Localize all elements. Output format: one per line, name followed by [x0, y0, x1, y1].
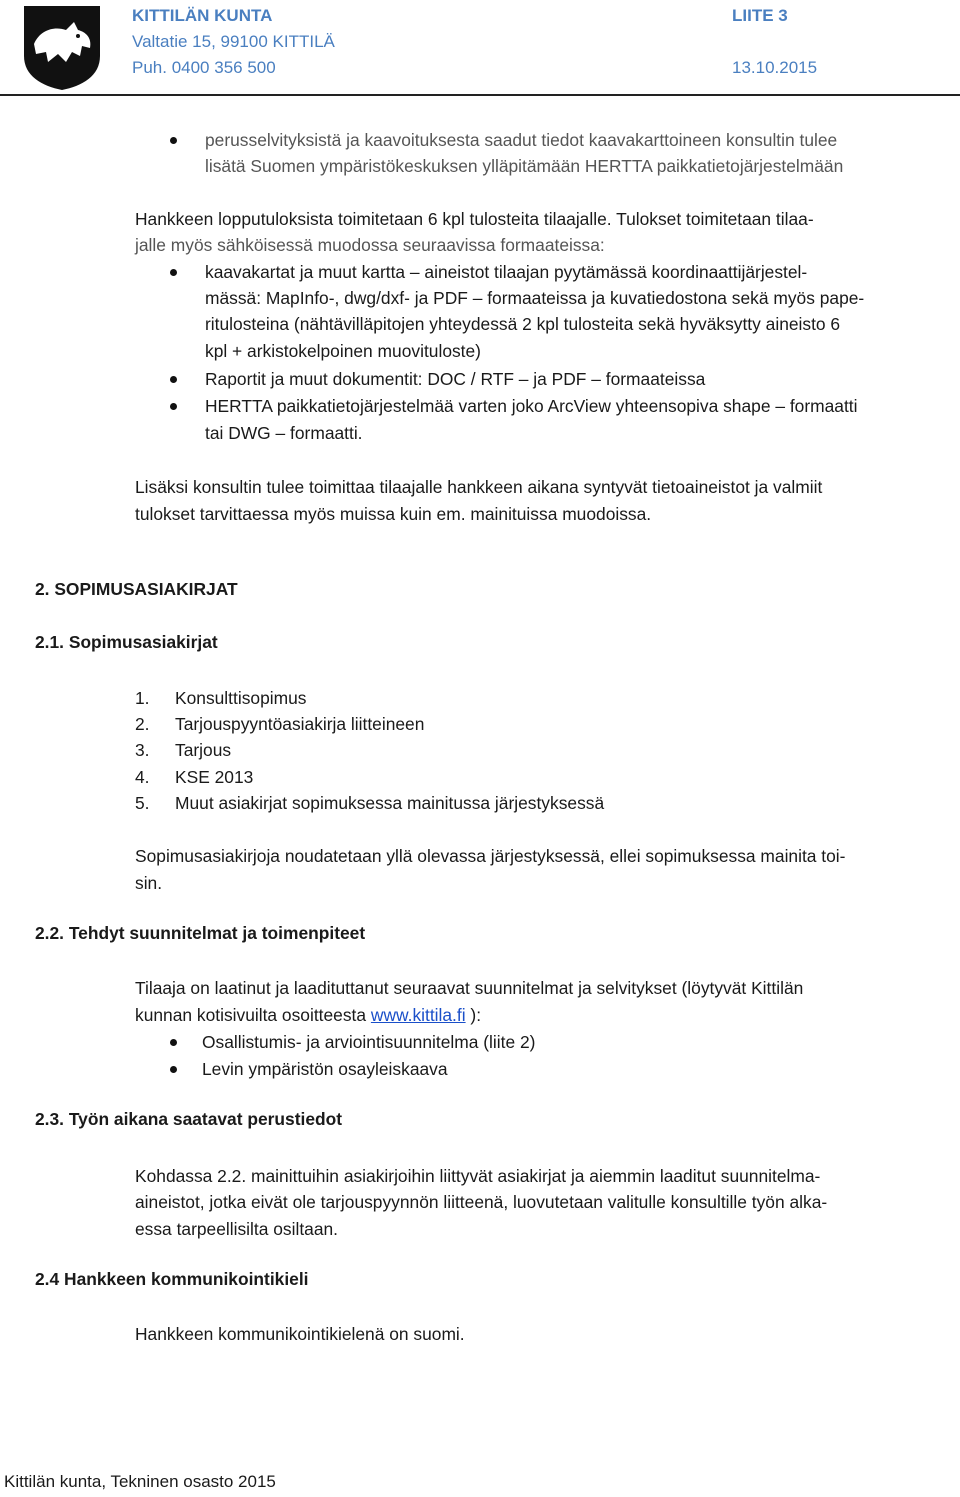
municipal-logo — [22, 4, 102, 90]
s22-bullet-item: Levin ympäristön osayleiskaava — [202, 1059, 448, 1079]
s22-bullet-item: Osallistumis- ja arviointisuunnitelma (liite 2) — [202, 1032, 536, 1052]
format-line: mässä: MapInfo-, dwg/dxf- ja PDF – formaateissa ja kuvatiedostona sekä myös pape- — [205, 288, 865, 308]
format-line: tai DWG – formaatti. — [205, 423, 363, 443]
s23-para-line: aineistot, jotka eivät ole tarjouspyynnön liitteenä, luovutetaan valitulle konsultille työn alka- — [135, 1192, 828, 1212]
bullet-icon — [170, 1066, 177, 1073]
s24-para: Hankkeen kommunikointikielenä on suomi. — [135, 1324, 465, 1344]
list-item-number: 3. — [135, 740, 150, 760]
s22-para-line — [135, 1002, 481, 1028]
intro-bullet-line: perusselvityksistä ja kaavoituksesta saadut tiedot kaavakarttoineen konsultin tulee — [205, 130, 838, 150]
format-line: kpl + arkistokelpoinen muovituloste) — [205, 341, 481, 361]
subsection-heading: 2.4 Hankkeen kommunikointikieli — [35, 1269, 309, 1289]
subsection-heading: 2.3. Työn aikana saatavat perustiedot — [35, 1109, 343, 1129]
header-appendix: LIITE 3 — [732, 6, 788, 25]
list-item-number: 5. — [135, 793, 150, 813]
list-item-text: Tarjouspyyntöasiakirja liitteineen — [175, 714, 425, 734]
bullet-icon — [170, 269, 177, 276]
kittila-website-link[interactable]: www.kittila.fi — [370, 1005, 466, 1025]
para1-line: Hankkeen lopputuloksista toimitetaan 6 kpl tulosteita tilaajalle. Tulokset toimitetaan tilaa- — [135, 209, 814, 229]
s22-line2-pre: kunnan kotisivuilta osoitteesta — [135, 1005, 371, 1025]
format-line: HERTTA paikkatietojärjestelmää varten joko ArcView yhteensopiva shape – formaatti — [205, 396, 858, 416]
format-line: Raportit ja muut dokumentit: DOC / RTF – ja PDF – formaateissa — [205, 369, 706, 389]
list-item-number: 1. — [135, 688, 150, 708]
header-address: Valtatie 15, 99100 KITTILÄ — [132, 32, 335, 51]
page-footer: Kittilän kunta, Tekninen osasto 2015 — [4, 1472, 276, 1491]
bullet-icon — [170, 376, 177, 383]
s23-para-line: essa tarpeellisilta osiltaan. — [135, 1219, 338, 1239]
format-line: ritulosteina (nähtävilläpitojen yhteydessä 2 kpl tulosteita sekä hyväksytty aineisto 6 — [205, 314, 841, 334]
s23-para-line: Kohdassa 2.2. mainittuihin asiakirjoihin liittyvät asiakirjat ja aiemmin laaditut suunnitelma- — [135, 1166, 821, 1186]
list-item-number: 2. — [135, 714, 150, 734]
header-date: 13.10.2015 — [732, 58, 818, 77]
header-phone: Puh. 0400 356 500 — [132, 58, 276, 77]
para2-line: Lisäksi konsultin tulee toimittaa tilaajalle hankkeen aikana syntyvät tietoaineistot ja valmiit — [135, 477, 823, 497]
list-item-text: Konsulttisopimus — [175, 688, 307, 708]
list-item-text: KSE 2013 — [175, 767, 254, 787]
intro-bullet-line: lisätä Suomen ympäristökeskuksen ylläpitämään HERTTA paikkatietojärjestelmään — [205, 156, 844, 176]
bullet-icon — [170, 137, 177, 144]
s22-line2-post: ): — [465, 1005, 482, 1025]
list-item-text: Muut asiakirjat sopimuksessa mainitussa järjestyksessä — [175, 793, 605, 813]
s21-para-line: sin. — [135, 873, 163, 893]
section-heading: 2. SOPIMUSASIAKIRJAT — [35, 579, 238, 599]
para2-line: tulokset tarvittaessa myös muissa kuin em. mainituissa muodoissa. — [135, 504, 652, 524]
header-org: KITTILÄN KUNTA — [132, 6, 273, 25]
list-item-number: 4. — [135, 767, 150, 787]
bullet-icon — [170, 1039, 177, 1046]
bullet-icon — [170, 403, 177, 410]
s21-para-line: Sopimusasiakirjoja noudatetaan yllä olevassa järjestyksessä, ellei sopimuksessa mainita toi- — [135, 846, 846, 866]
format-line: kaavakartat ja muut kartta – aineistot tilaajan pyytämässä koordinaattijärjestel- — [205, 262, 808, 282]
s22-para-line: Tilaaja on laatinut ja laadituttanut seuraavat suunnitelmat ja selvitykset (löytyvät Kittilän — [135, 978, 804, 998]
para1-line: jalle myös sähköisessä muodossa seuraavissa formaateissa: — [135, 235, 605, 255]
subsection-heading: 2.1. Sopimusasiakirjat — [35, 632, 218, 652]
list-item-text: Tarjous — [175, 740, 232, 760]
header-rule — [0, 94, 960, 96]
subsection-heading: 2.2. Tehdyt suunnitelmat ja toimenpiteet — [35, 923, 366, 943]
